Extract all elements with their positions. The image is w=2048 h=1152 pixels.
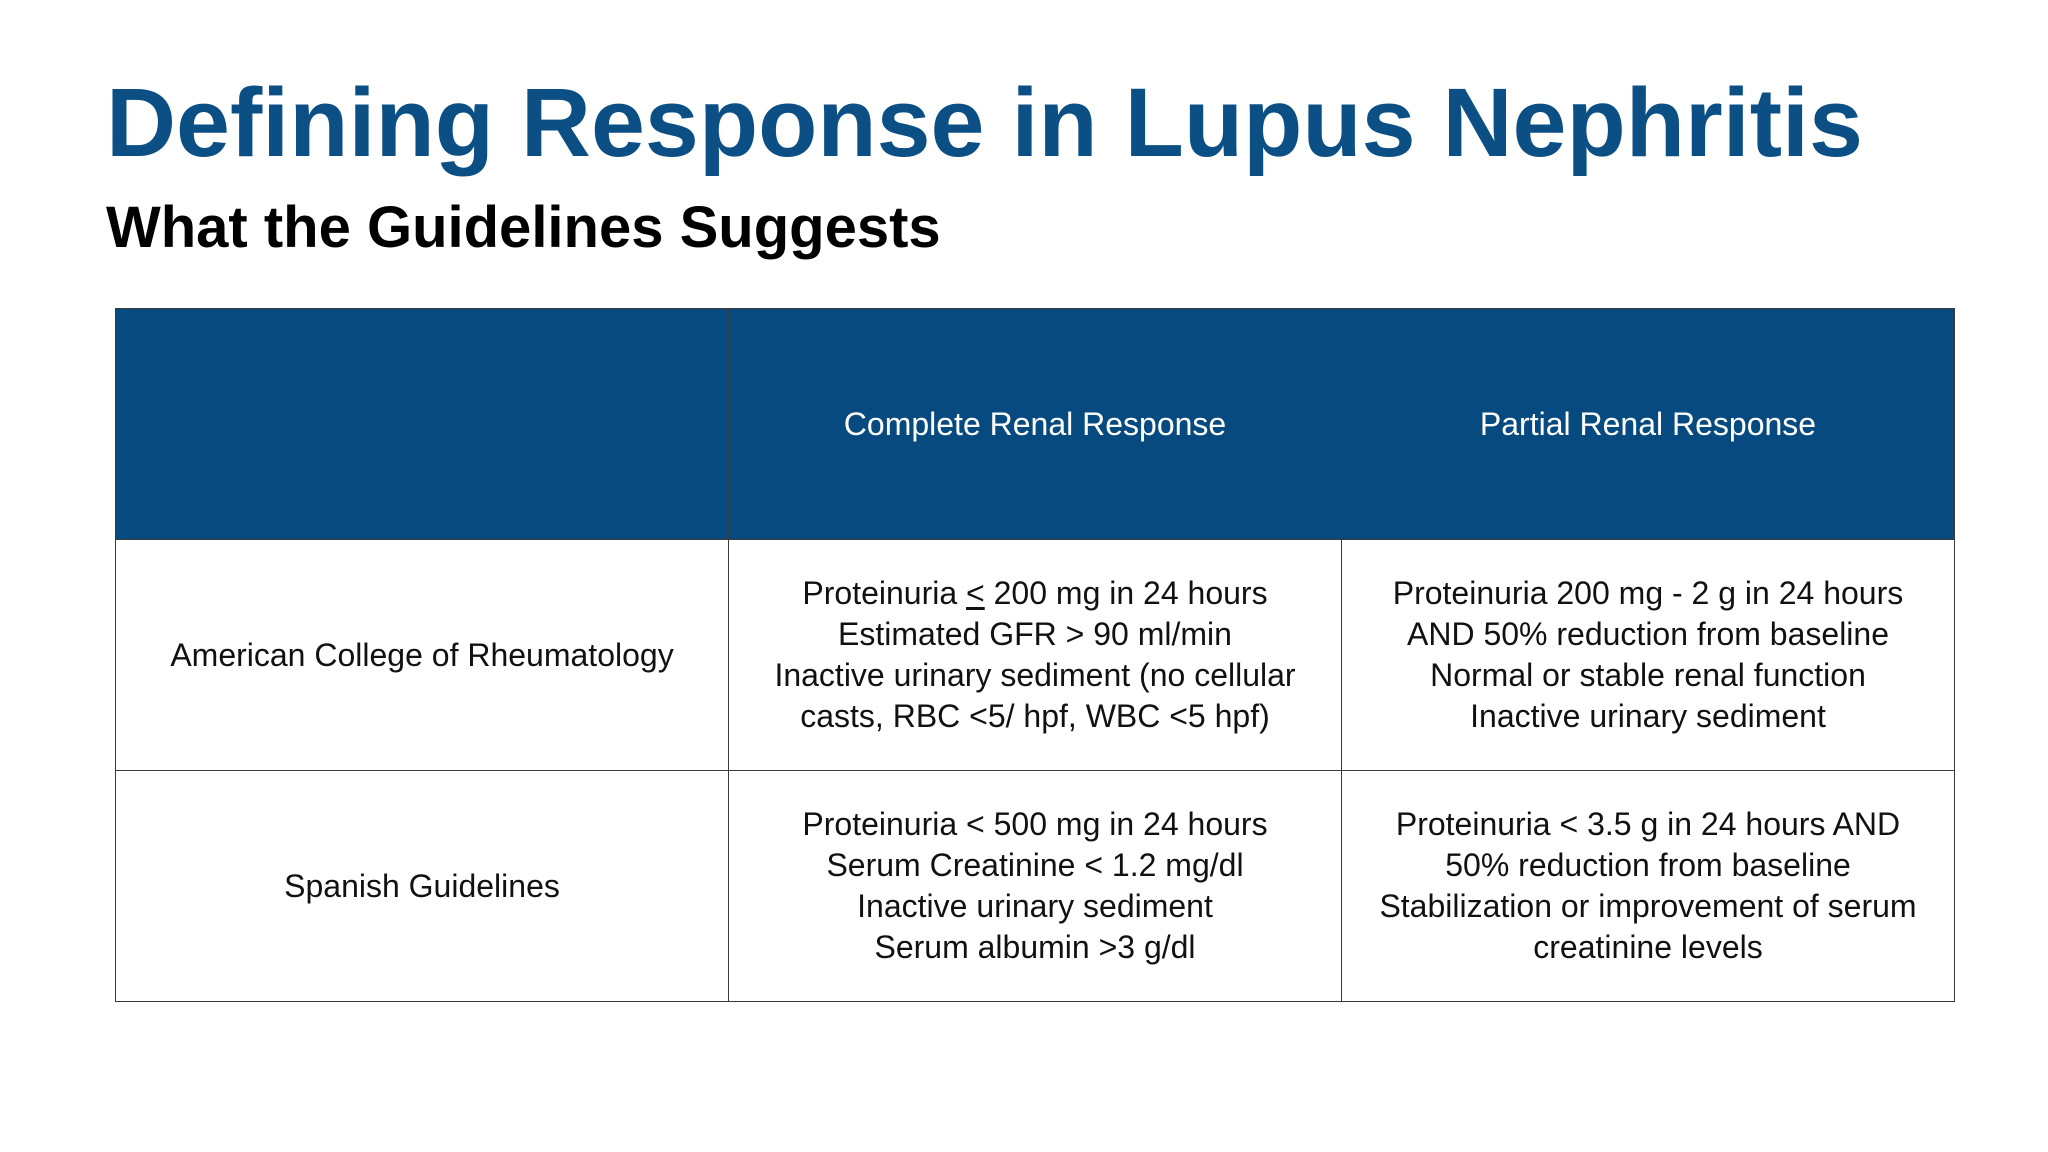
criteria-line: Estimated GFR > 90 ml/min (838, 616, 1232, 652)
table-row (116, 771, 1955, 1002)
partial-response-cell (1342, 771, 1955, 1002)
complete-response-cell (729, 540, 1342, 771)
row-source-cell: American College of Rheumatology (116, 540, 729, 771)
criteria-line: Inactive urinary sediment (857, 888, 1213, 924)
slide-title: Defining Response in Lupus Nephritis (106, 68, 1863, 177)
header-empty-cell (116, 309, 729, 540)
criteria-line: Serum Creatinine < 1.2 mg/dl (826, 847, 1244, 883)
criteria-line: Proteinuria 200 mg - 2 g in 24 hours (1392, 575, 1904, 611)
header-complete-renal-response: Complete Renal Response (729, 309, 1342, 540)
criteria-line: Proteinuria < 200 mg in 24 hours (802, 575, 1268, 611)
criteria-line: Stabilization or improvement of serum (1379, 888, 1917, 924)
criteria-line: Proteinuria < 500 mg in 24 hours (802, 806, 1268, 842)
header-partial-renal-response: Partial Renal Response (1342, 309, 1955, 540)
table-header-row (116, 309, 1955, 540)
criteria-line: casts, RBC <5/ hpf, WBC <5 hpf) (800, 698, 1270, 734)
criteria-line: Normal or stable renal function (1430, 657, 1866, 693)
criteria-line: AND 50% reduction from baseline (1406, 616, 1889, 652)
response-criteria-table (115, 308, 1955, 1002)
criteria-line: Inactive urinary sediment (no cellular (774, 657, 1296, 693)
slide-subtitle: What the Guidelines Suggests (106, 195, 941, 260)
partial-response-cell (1342, 540, 1955, 771)
criteria-line: creatinine levels (1533, 929, 1763, 965)
criteria-line: Proteinuria < 3.5 g in 24 hours AND (1395, 806, 1901, 842)
criteria-line: 50% reduction from baseline (1445, 847, 1851, 883)
criteria-line: Inactive urinary sediment (1470, 698, 1826, 734)
table-row (116, 540, 1955, 771)
row-source-cell: Spanish Guidelines (116, 771, 729, 1002)
complete-response-cell (729, 771, 1342, 1002)
criteria-line: Serum albumin >3 g/dl (874, 929, 1196, 965)
